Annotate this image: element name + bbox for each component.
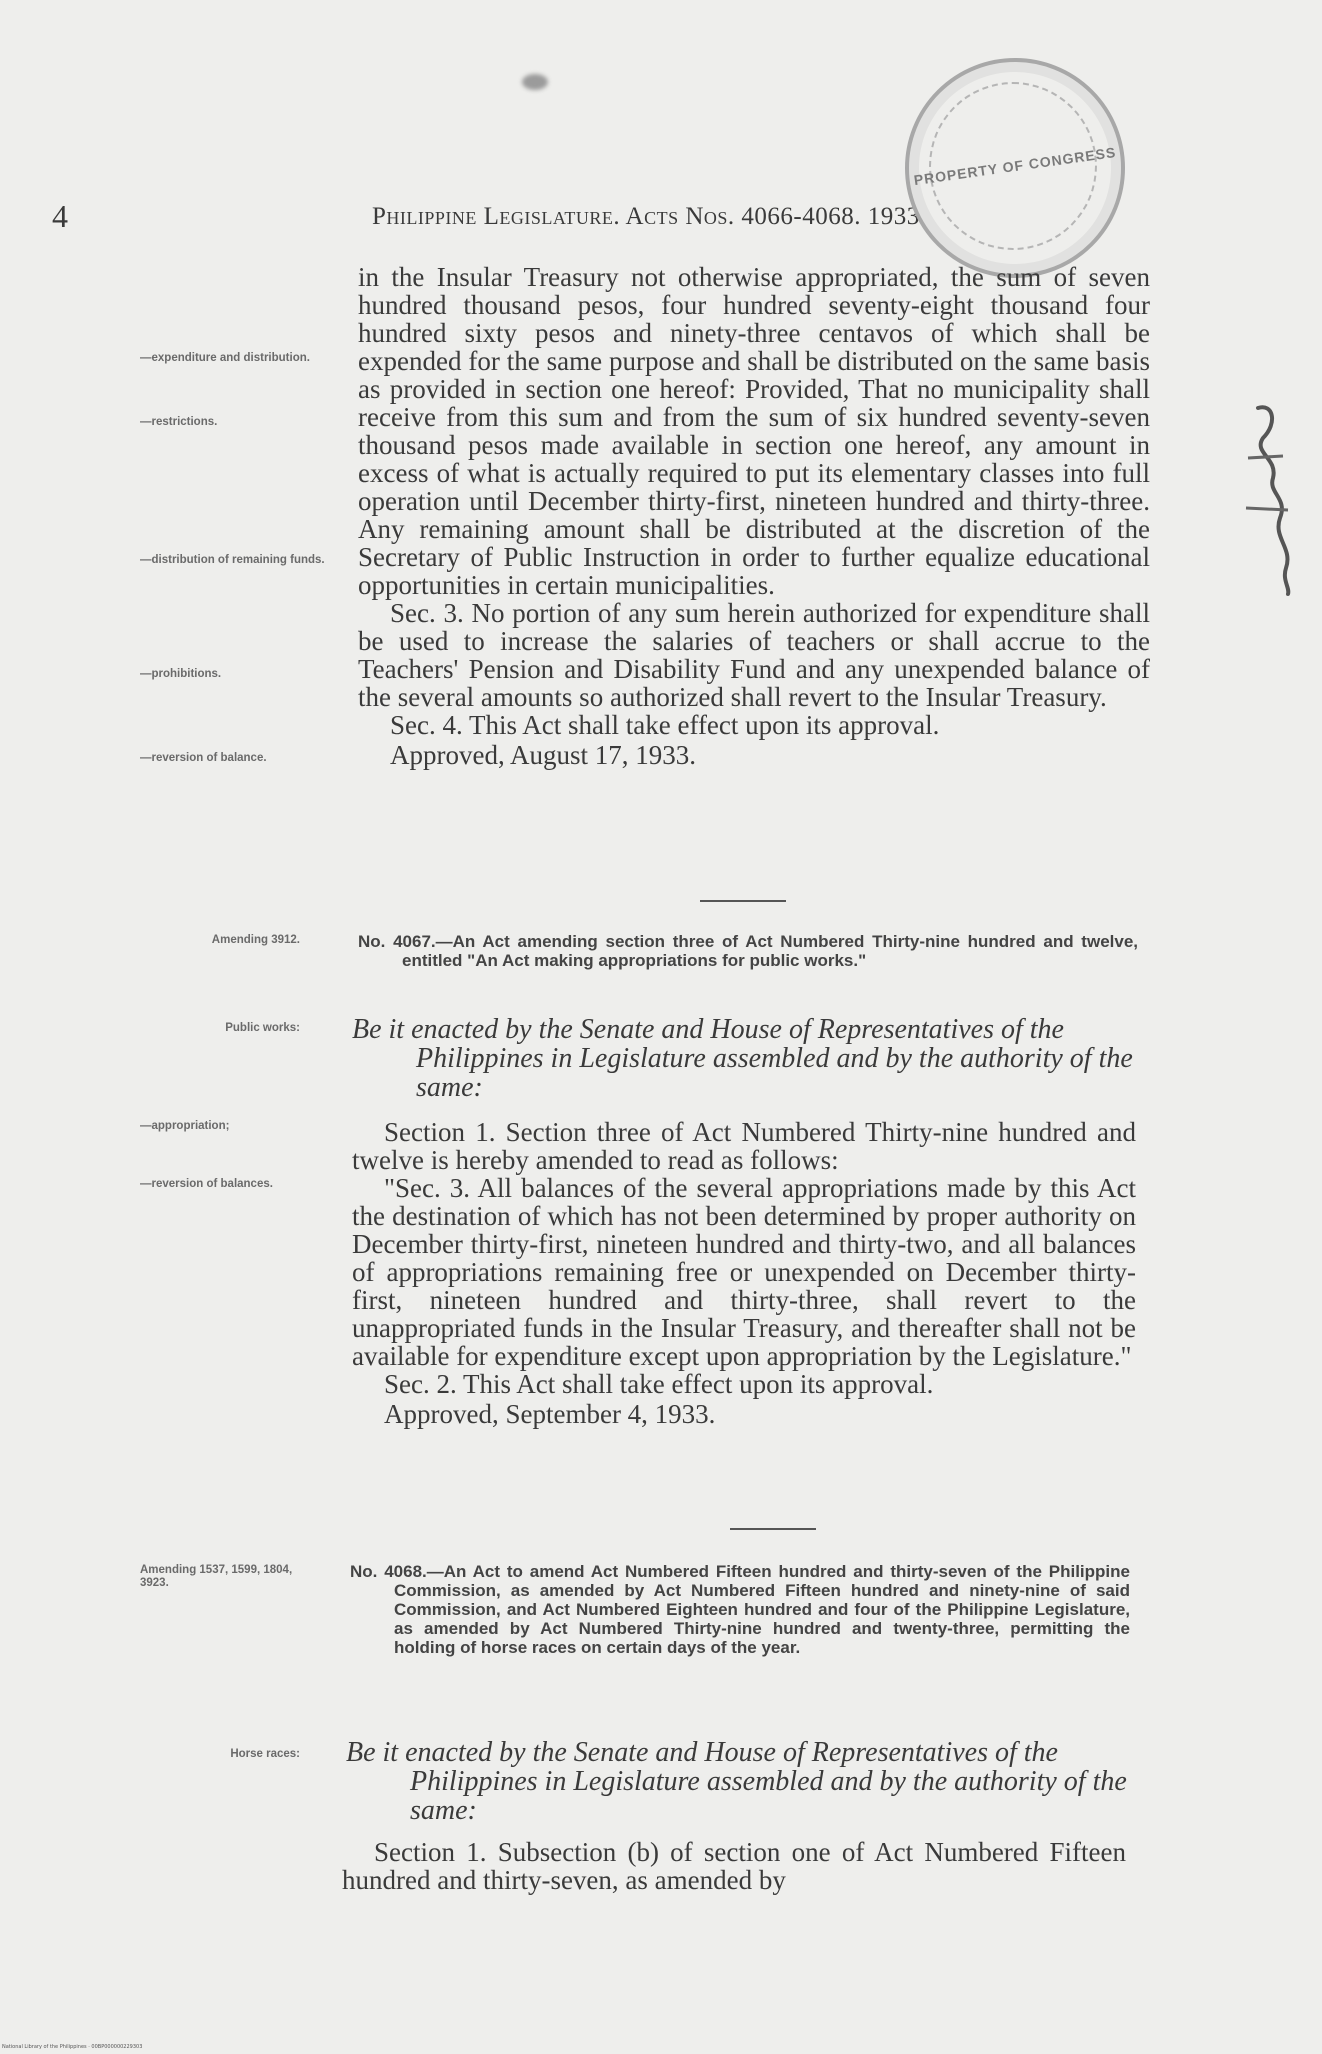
margin-note-expenditure: —expenditure and distribution.	[140, 352, 310, 364]
margin-note-reversion-balances: —reversion of balances.	[140, 1178, 273, 1190]
act-4067-title	[358, 932, 1138, 970]
act-4066-body	[358, 263, 1150, 771]
margin-note-horse-races: Horse races:	[230, 1748, 300, 1760]
act-4067-section1: Section 1. Section three of Act Numbered Thirty-nine hundred and twelve is hereby amended to read as follows:	[352, 1117, 1136, 1175]
act-4068-title	[350, 1562, 1130, 1657]
margin-note-appropriation: —appropriation;	[140, 1120, 230, 1132]
act-4068-section1: Section 1. Subsection (b) of section one of Act Numbered Fifteen hundred and thirty-seven, as amended by	[342, 1837, 1126, 1895]
act-4067-enacting-text: Be it enacted by the Senate and House of Representatives of the Philippines in Legislature assembled and by the authority of the same:	[352, 1014, 1133, 1103]
margin-note-reversion: —reversion of balance.	[140, 752, 267, 764]
margin-note-restrictions: —restrictions.	[140, 416, 218, 428]
act-4067-approved: Approved, September 4, 1933.	[384, 1399, 716, 1429]
stamp-text: PROPERTY OF CONGRESS	[912, 143, 1118, 189]
source-footer: National Library of the Philippines · 00BP000000229303	[2, 2044, 143, 2050]
act-4067-enacting-clause	[352, 1015, 1142, 1102]
act-4067-body	[352, 1118, 1136, 1430]
running-head: Philippine Legislature. Acts Nos. 4066-4068. 1933	[372, 203, 920, 230]
act-4068-enacting-clause	[346, 1738, 1136, 1825]
margin-note-amending-3912: Amending 3912.	[211, 934, 300, 946]
act-4066-approved: Approved, August 17, 1933.	[390, 740, 696, 770]
act-4066-sec3: Sec. 3. No portion of any sum herein authorized for expenditure shall be used to increase the salaries of teachers or shall accrue to the Teachers' Pension and Disability Fund and any unexpended balance of the several amounts so authorized shall revert to the Insular Treasury.	[358, 598, 1150, 712]
act-4068-enacting-text: Be it enacted by the Senate and House of Representatives of the Philippines in Legislature assembled and by the authority of the same:	[346, 1737, 1127, 1826]
act-4067-sec2: Sec. 2. This Act shall take effect upon its approval.	[384, 1369, 934, 1399]
library-stamp	[905, 58, 1125, 278]
act-4066-sec4: Sec. 4. This Act shall take effect upon its approval.	[390, 710, 940, 740]
ink-blot	[522, 74, 548, 90]
act-4067-title-text: No. 4067.—An Act amending section three of Act Numbered Thirty-nine hundred and twelve, entitled "An Act making appropriations for public works."	[358, 932, 1138, 970]
page-number: 4	[52, 198, 68, 234]
act-4068-title-text: No. 4068.—An Act to amend Act Numbered Fifteen hundred and thirty-seven of the Philippine Commission, as amended by Act Numbered Fifteen hundred and ninety-nine of said Commission, and Act Numbered Eighteen hundred and four of the Philippine Legislature, as amended by Act Numbered Thirty-nine hundred and twenty-three, permitting the holding of horse races on certain days of the year.	[350, 1562, 1130, 1657]
handwritten-signature	[1228, 398, 1308, 598]
section-divider-2	[730, 1528, 816, 1530]
act-4066-paragraph: in the Insular Treasury not otherwise appropriated, the sum of seven hundred thousand pesos, four hundred seventy-eight thousand four hundred sixty pesos and ninety-three centavos of which shall be expended for the same purpose and shall be distributed on the same basis as provided in section one hereof: Provided, That no municipality shall receive from this sum and from the sum of six hundred seventy-seven thousand pesos made available in section one hereof, any amount in excess of what is actually required to put its elementary classes into full operation until December thirty-first, nineteen hundred and thirty-three. Any remaining amount shall be distributed at the discretion of the Secretary of Public Instruction in order to further equalize educational opportunities in certain municipalities.	[358, 262, 1150, 600]
act-4068-body	[342, 1838, 1126, 1894]
margin-note-prohibitions: —prohibitions.	[140, 668, 222, 680]
act-4067-quoted-sec3: "Sec. 3. All balances of the several appropriations made by this Act the destination of which has not been determined by proper authority on December thirty-first, nineteen hundred and thirty-two, and all balances of appropriations remaining free or unexpended on December thirty-first, nineteen hundred and thirty-three, shall revert to the unappropriated funds in the Insular Treasury, and thereafter shall not be available for expenditure except upon appropriation by the Legislature."	[352, 1173, 1136, 1371]
margin-note-distribution: —distribution of remaining funds.	[140, 554, 325, 566]
section-divider	[700, 900, 786, 902]
margin-note-public-works: Public works:	[225, 1022, 300, 1034]
margin-note-amending-1537: Amending 1537, 1599, 1804, 3923.	[140, 1564, 293, 1589]
